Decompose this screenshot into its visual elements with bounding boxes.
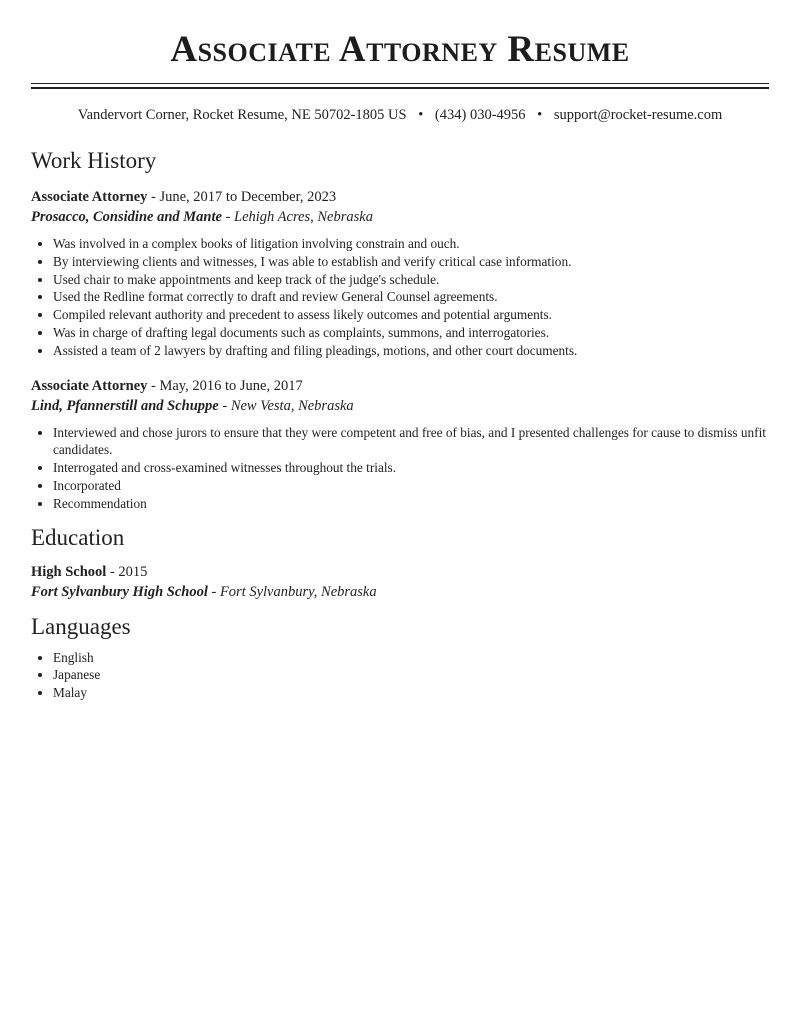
- education-school: Fort Sylvanbury High School: [31, 583, 208, 600]
- job-location: - New Vesta, Nebraska: [218, 397, 354, 414]
- education-school-line: [31, 582, 769, 602]
- contact-address: Vandervort Corner, Rocket Resume, NE 50702-1805 US: [77, 107, 407, 123]
- education-location: - Fort Sylvanbury, Nebraska: [207, 583, 377, 600]
- contact-email: support@rocket-resume.com: [553, 107, 723, 123]
- job-location: - Lehigh Acres, Nebraska: [221, 209, 373, 225]
- languages-heading: Languages: [31, 613, 131, 639]
- title-divider: [31, 83, 769, 89]
- job-employer-line: [31, 207, 769, 227]
- job-employer-line: [31, 396, 769, 416]
- job-duty: • Assisted a team of 2 lawyers by drafting and filing pleadings, motions, and other court documents.: [53, 342, 769, 360]
- job-dates: - June, 2017 to December, 2023: [147, 189, 337, 205]
- job-duty: • Used chair to make appointments and keep track of the judge's schedule.: [53, 271, 769, 289]
- job-dates: - May, 2016 to June, 2017: [147, 377, 303, 394]
- contact-separator: •: [418, 107, 424, 123]
- job-employer: Lind, Pfannerstill and Schuppe: [31, 397, 219, 414]
- job-duty: • Incorporated: [53, 477, 769, 495]
- job-role: Associate Attorney: [31, 377, 148, 394]
- job-duty: • Recommendation: [53, 495, 769, 513]
- education-entry: [31, 562, 769, 602]
- job-duty: • Compiled relevant authority and precedent to assess likely outcomes and potential arguments.: [53, 306, 769, 324]
- job-duty: • By interviewing clients and witnesses, I was able to establish and verify critical case information.: [53, 253, 769, 271]
- job-duty: • Interviewed and chose jurors to ensure that they were competent and free of bias, and I presented challenges for cause to dismiss unfit candidates.: [53, 424, 769, 460]
- education-degree-line: [31, 562, 769, 582]
- education-heading: Education: [31, 524, 125, 550]
- education-degree: High School: [31, 563, 107, 580]
- job-duties-list: [31, 424, 769, 513]
- divider-thin-line: [31, 83, 769, 84]
- job-title-line: [31, 187, 769, 207]
- job-duty: • Used the Redline format correctly to draft and review General Counsel agreements.: [53, 288, 769, 306]
- language-item: • English: [53, 649, 769, 667]
- job-duties-list: [31, 235, 769, 360]
- language-item: • Japanese: [53, 666, 769, 684]
- job-employer: Prosacco, Considine and Mante: [31, 209, 222, 225]
- job-title-line: [31, 376, 769, 396]
- job-role: Associate Attorney: [31, 189, 148, 205]
- resume-title: Associate Attorney Resume: [170, 29, 630, 70]
- languages-list: [31, 649, 769, 702]
- job-entry: [31, 187, 769, 360]
- work-history-heading: Work History: [31, 148, 157, 173]
- job-duty: • Was involved in a complex books of litigation involving constrain and ouch.: [53, 235, 769, 253]
- divider-thick-line: [31, 87, 769, 89]
- education-year: - 2015: [106, 563, 148, 580]
- contact-separator: •: [537, 107, 543, 123]
- job-duty: • Interrogated and cross-examined witnesses throughout the trials.: [53, 459, 769, 477]
- job-duty: • Was in charge of drafting legal documents such as complaints, summons, and interrogatories.: [53, 324, 769, 342]
- language-item: • Malay: [53, 684, 769, 702]
- job-entry: [31, 376, 769, 513]
- contact-phone: (434) 030-4956: [434, 107, 526, 123]
- contact-info: [31, 105, 769, 125]
